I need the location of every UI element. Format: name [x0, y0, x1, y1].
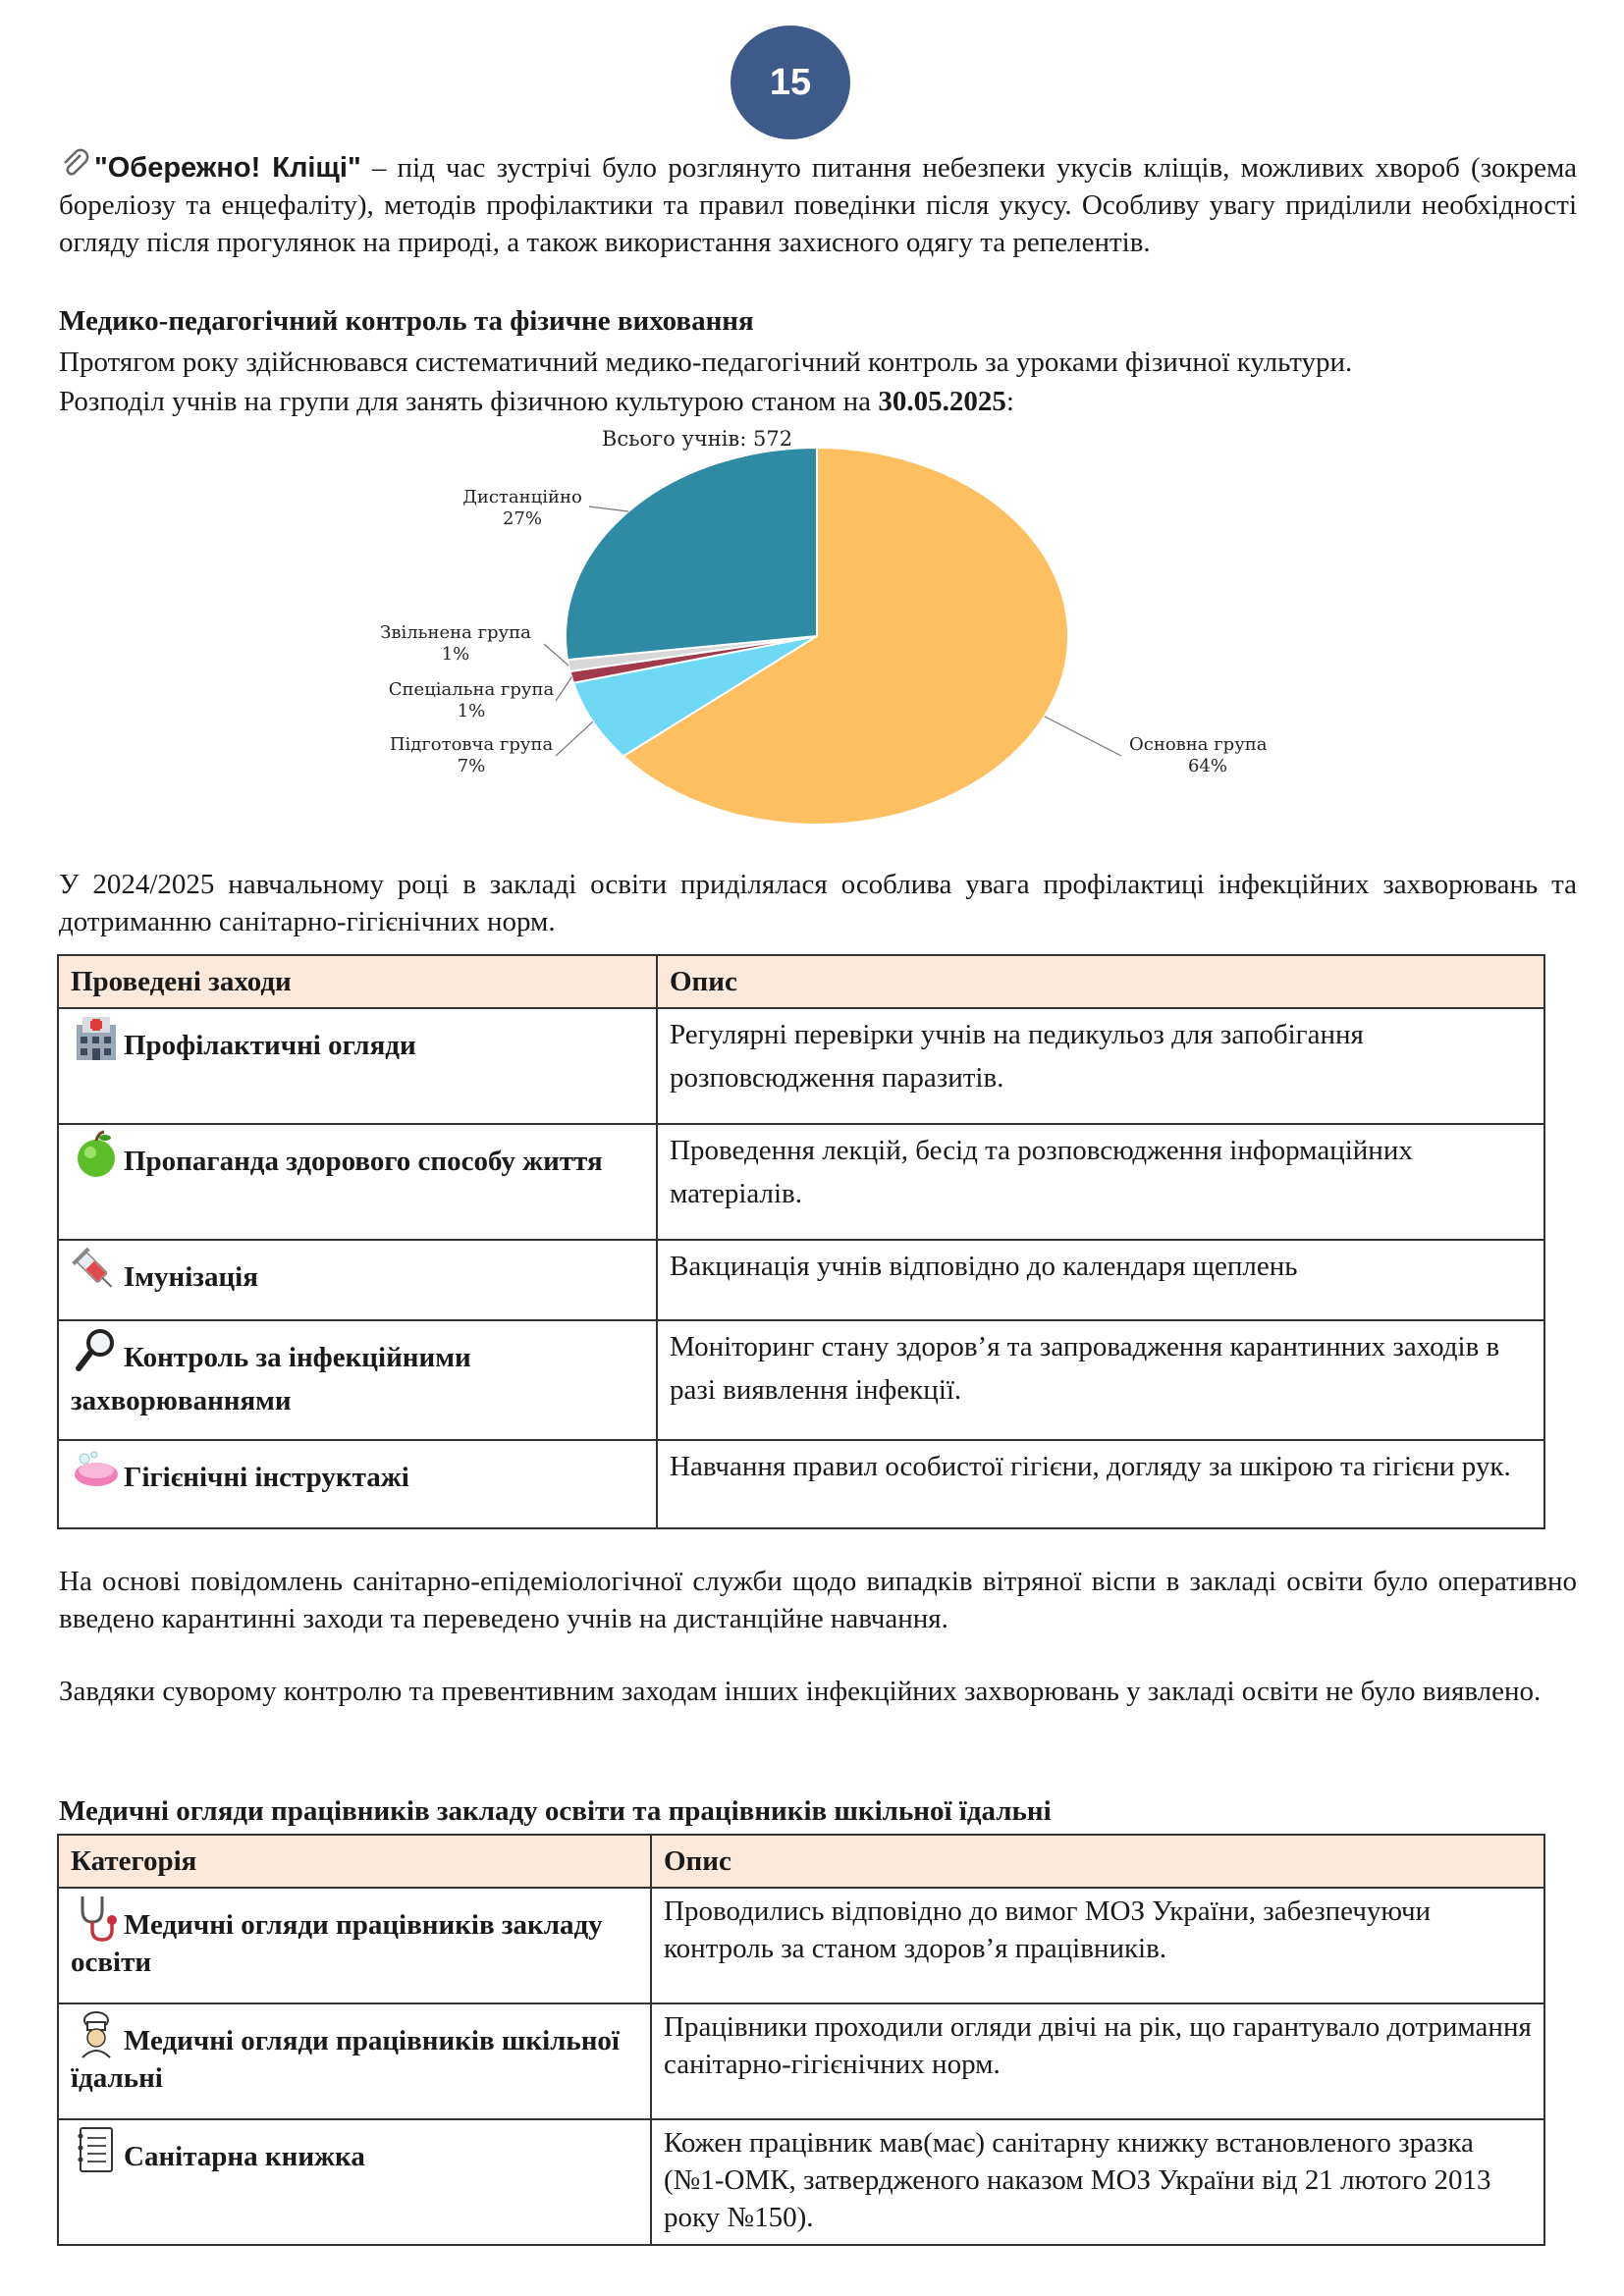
category-cell [58, 2119, 651, 2245]
table-row [58, 2119, 1544, 2245]
staff-checkups-table [57, 1834, 1545, 2246]
magnifier-icon [71, 1325, 122, 1376]
table-row [58, 1888, 1544, 2003]
intro-text: – під час зустрічі було розглянуто питання небезпеки укусів кліщів, можливих хвороб (зокрема бореліозу та енцефаліту), методів профілактики та правил поведінки після укусу. Особливу увагу приділили необхідності огляду після прогулянок на природі, а також використання захисного одягу та репелентів. [59, 152, 1577, 258]
table2-header-description: Опис [651, 1835, 1544, 1888]
chef-icon [71, 2008, 122, 2059]
p2-end: : [1005, 386, 1014, 417]
table1-header-description: Опис [657, 955, 1544, 1008]
category-label: Медичні огляди працівників закладу освіти [71, 1909, 603, 1978]
section1-paragraph1: Протягом року здійснювався систематичний медико-педагогічний контроль за уроками фізичної культури. [59, 347, 1353, 378]
hospital-icon [71, 1013, 122, 1064]
category-label: Профілактичні огляди [124, 1030, 416, 1061]
p2-text: Розподіл учнів на групи для занять фізичною культурою станом на [59, 386, 879, 417]
leader-line [544, 644, 568, 666]
slice-percent-label: 1% [441, 644, 470, 665]
table-row [58, 1008, 1544, 1124]
intro-paragraph [59, 147, 1577, 261]
paragraph-4: Завдяки суворому контролю та превентивним заходам інших інфекційних захворювань у закладі освіти не було виявлено. [59, 1676, 1542, 1707]
table1-header-measures: Проведені заходи [58, 955, 657, 1008]
pie-slice [566, 448, 817, 660]
slice-label: Дистанційно [462, 487, 582, 507]
slice-label: Спеціальна група [388, 679, 555, 700]
slice-percent-label: 7% [457, 756, 486, 776]
table-row [58, 2003, 1544, 2119]
measures-table [57, 954, 1545, 1529]
table-row [58, 1440, 1544, 1528]
chart-title: Всього учнів: 572 [601, 427, 793, 451]
notebook-icon [71, 2124, 122, 2175]
description-cell: Проведення лекцій, бесід та розповсюдження інформаційних матеріалів. [657, 1124, 1544, 1240]
soap-icon [71, 1445, 122, 1496]
slice-percent-label: 1% [457, 701, 486, 721]
table2-header-category: Категорія [58, 1835, 651, 1888]
slice-label: Основна група [1129, 734, 1268, 755]
leader-line [556, 721, 593, 756]
apple-icon [71, 1129, 122, 1180]
description-cell: Кожен працівник мав(має) санітарну книжку встановленого зразка (№1-ОМК, затвердженого наказом МОЗ України від 21 лютого 2013 року №150). [651, 2119, 1544, 2245]
slice-percent-label: 64% [1187, 756, 1228, 776]
category-cell [58, 1320, 657, 1440]
category-label: Гігієнічні інструктажі [124, 1462, 409, 1493]
leader-line [556, 677, 571, 701]
section2-heading: Медичні огляди працівників закладу освіти та працівників шкільної їдальні [59, 1795, 1052, 1827]
description-cell: Регулярні перевірки учнів на педикульоз для запобігання розповсюдження паразитів. [657, 1008, 1544, 1124]
description-cell: Навчання правил особистої гігієни, догляду за шкірою та гігієни рук. [657, 1440, 1544, 1528]
description-cell: Працівники проходили огляди двічі на рік, що гарантувало дотримання санітарно-гігієнічних норм. [651, 2003, 1544, 2119]
category-cell [58, 1124, 657, 1240]
category-cell [58, 1008, 657, 1124]
leader-line [1045, 717, 1121, 756]
paperclip-icon [59, 147, 92, 181]
slice-label: Підготовча група [389, 734, 554, 755]
description-cell: Проводились відповідно до вимог МОЗ України, забезпечуючи контроль за станом здоров’я працівників. [651, 1888, 1544, 2003]
category-label: Пропаганда здорового способу життя [124, 1146, 603, 1177]
page-number-badge: 15 [731, 26, 850, 139]
pie-chart [324, 420, 1310, 825]
category-label: Контроль за інфекційними захворюваннями [71, 1342, 471, 1416]
paragraph-2: У 2024/2025 навчальному році в закладі освіти приділялася особлива увага профілактиці інфекційних захворювань та дотриманню санітарно-гігієнічних норм. [59, 869, 1577, 937]
category-cell [58, 1240, 657, 1320]
category-label: Імунізація [124, 1261, 258, 1293]
category-cell [58, 2003, 651, 2119]
category-cell [58, 1888, 651, 2003]
table-row [58, 1124, 1544, 1240]
table2-header-row [58, 1835, 1544, 1888]
description-cell: Моніторинг стану здоров’я та запровадження карантинних заходів в разі виявлення інфекції. [657, 1320, 1544, 1440]
table-row [58, 1320, 1544, 1440]
description-cell: Вакцинація учнів відповідно до календаря щеплень [657, 1240, 1544, 1320]
paragraph-3: На основі повідомлень санітарно-епідеміологічної служби щодо випадків вітряної віспи в закладі освіти було оперативно введено карантинні заходи та переведено учнів на дистанційне навчання. [59, 1566, 1577, 1634]
slice-label: Звільнена група [380, 622, 531, 643]
category-label: Санітарна книжка [124, 2141, 365, 2172]
category-cell [58, 1440, 657, 1528]
syringe-icon [71, 1245, 122, 1296]
leader-line [589, 507, 628, 511]
slice-percent-label: 27% [502, 508, 543, 529]
stethoscope-icon [71, 1893, 122, 1944]
table1-header-row [58, 955, 1544, 1008]
intro-title: "Обережно! Кліщі" [94, 152, 361, 184]
table-row [58, 1240, 1544, 1320]
section1-paragraph2 [59, 383, 1577, 420]
section1-heading: Медико-педагогічний контроль та фізичне виховання [59, 305, 754, 337]
p2-date: 30.05.2025 [878, 386, 1006, 417]
category-label: Медичні огляди працівників шкільної їдальні [71, 2025, 620, 2094]
